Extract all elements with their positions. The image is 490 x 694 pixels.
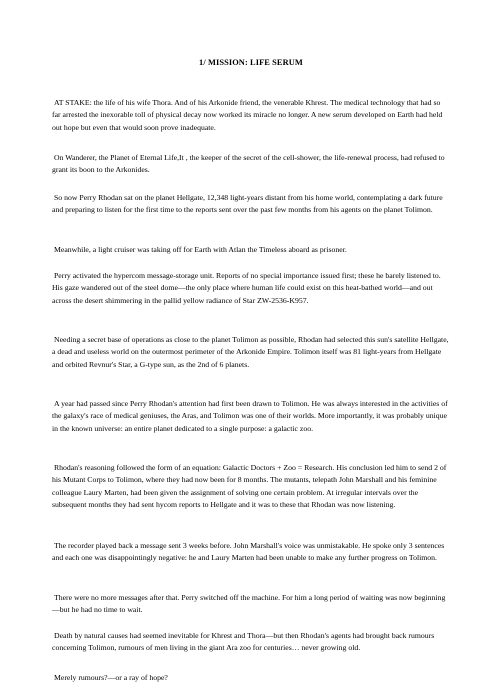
paragraph-2: On Wanderer, the Planet of Eternal Life,It , the keeper of the secret of the cell-shower, the life-renewal process, had refused to grant its boon to the Arkonides. <box>52 153 445 175</box>
paragraph-7: A year had passed since Perry Rhodan's attention had first been drawn to Tolimon. He was always interested in the activities of the galaxy's race of medical geniuses, the Aras, and Tolimon was one of their worlds. More importantly, it was probably unique in the known universe: an entire planet dedicated to a single purpose: a galactic zoo. <box>52 399 448 433</box>
paragraph-10: There were no more messages after that. Perry switched off the machine. For him a long period of waiting was now beginning—but he had no time to wait. <box>52 593 446 615</box>
chapter-title: 1/ MISSION: LIFE SERUM <box>199 58 303 67</box>
paragraph-9: The recorder played back a message sent 3 weeks before. John Marshall's voice was unmistakable. He spoke only 3 sentences and each one was disappointingly negative: he and Laury Marten had been unable to make any further progress on Tolimon. <box>52 541 445 563</box>
paragraph-6: Needing a secret base of operations as close to the planet Tolimon as possible, Rhodan had selected this sun's satellite Hellgate, a dead and useless world on the outermost perimeter of the Arkonide Empire. Tolimon itself was 81 light-years from Hellgate and orbited Revnur's Star, a G-type sun, as the 2nd of 6 planets. <box>52 335 449 369</box>
paragraph-1: AT STAKE: the life of his wife Thora. And of his Arkonide friend, the venerable Khrest. The medical technology that had so far arrested the inexorable toll of physical decay now worked its miracle no longer. A new serum developed on Earth had held out hope but even that would soon prove inadequate. <box>52 98 443 132</box>
paragraph-11: Death by natural causes had seemed inevitable for Khrest and Thora—but then Rhodan's agents had brought back rumours concerning Tolimon, rumours of men living in the giant Ara zoo for centuries… never growing old. <box>52 631 435 653</box>
paragraph-8: Rhodan's reasoning followed the form of an equation: Galactic Doctors + Zoo = Research. His conclusion led him to send 2 of his Mutant Corps to Tolimon, where they had now been for 8 months. The mutants, telepath John Marshall and his feminine colleague Laury Marten, had been given the assignment of solving one certain problem. At irregular intervals over the subsequent months they had sent hycom reports to Hellgate and it was to these that Rhodan was now listening. <box>52 463 447 510</box>
paragraph-4: Meanwhile, a light cruiser was taking off for Earth with Atlan the Timeless aboard as prisoner. <box>54 245 347 254</box>
paragraph-5: Perry activated the hypercom message-storage unit. Reports of no special importance issued first; these he barely listened to. His gaze wandered out of the steel dome—the only place where human life could exist on this heat-bathed world—and out across the desert shimmering in the pallid yellow radiance of Star ZW-2536-K957. <box>52 271 441 305</box>
paragraph-12: Merely rumours?—or a ray of hope? <box>54 673 168 682</box>
paragraph-3: So now Perry Rhodan sat on the planet Hellgate, 12,348 light-years distant from his home world, contemplating a dark future and preparing to listen for the first time to the reports sent over the past few months from his agents on the planet Tolimon. <box>52 193 443 215</box>
